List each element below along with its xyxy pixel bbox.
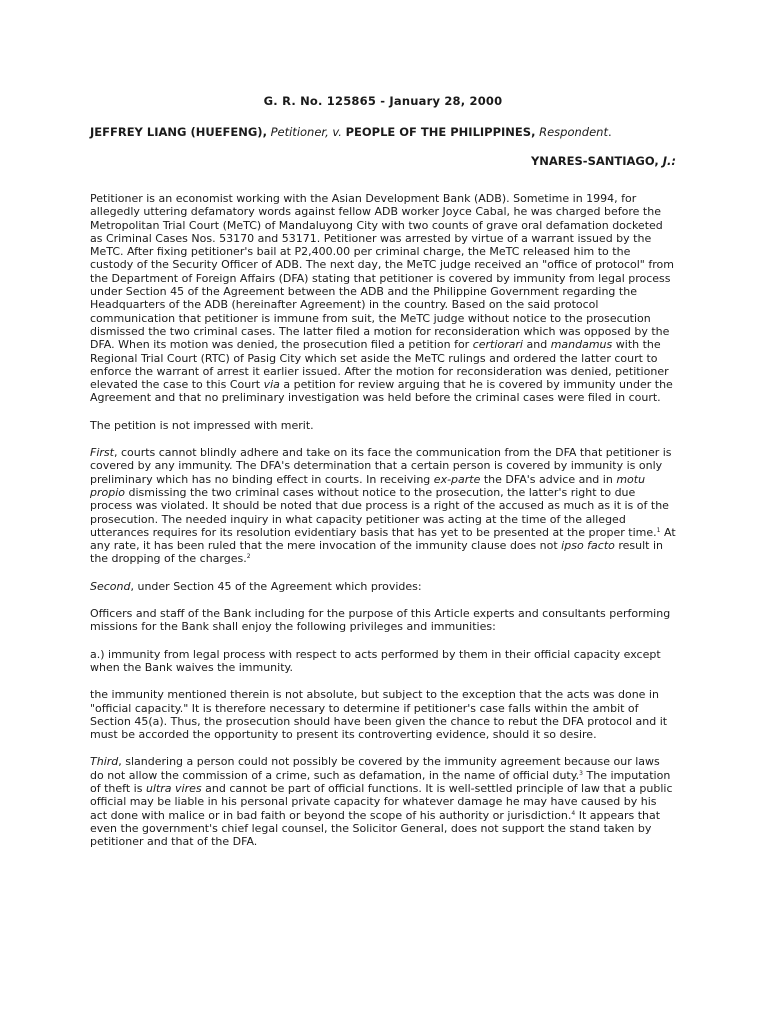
text-run: It appears that even the government's chief legal counsel, the Solicitor General, does not support the stand taken by petitioner and that of the DFA. [90, 808, 661, 849]
text-run: The imputation of theft is [90, 768, 671, 795]
italic-term: via [263, 378, 280, 392]
text-run: At any rate, it has been ruled that the mere invocation of the immunity clause does not [90, 525, 676, 553]
footnote-marker: 3 [579, 769, 583, 777]
italic-term: ex-parte [433, 472, 481, 486]
italic-term: ipso facto [561, 539, 615, 553]
period: . [607, 125, 612, 139]
petitioner-name: JEFFREY LIANG (HUEFENG), [90, 125, 267, 139]
respondent-name: PEOPLE OF THE PHILIPPINES, [345, 125, 536, 139]
italic-term: Second [90, 579, 131, 593]
italic-term: certiorari [472, 338, 523, 352]
paragraph-ruling: The petition is not impressed with merit. [90, 418, 314, 432]
italic-term: motu propio [90, 472, 646, 499]
paragraph-immunity-clause: a.) immunity from legal process with respect to acts performed by them in their official capacity except when the Bank waives the immunity. [90, 647, 661, 674]
text-run: a petition for review arguing that he is covered by immunity under the Agreement and that no preliminary investigation was held before the criminal cases were filed in court. [90, 378, 673, 405]
footnote-marker: 4 [571, 809, 576, 817]
case-parties [90, 126, 676, 139]
footnote-marker: 2 [246, 553, 251, 561]
paragraph-third [90, 755, 676, 848]
text-run: , under Section 45 of the Agreement which provides: [130, 579, 422, 593]
paragraph-not-absolute: the immunity mentioned therein is not absolute, but subject to the exception that the acts was done in "official capacity." It is therefore necessary to determine if petitioner's case falls within the ambit of Section 45(a). Thus, the prosecution should have been given the chance to rebut the DFA protocol and it must be accorded the opportunity to present its controverting evidence, should it so desire. [90, 688, 668, 742]
paragraph-second [90, 580, 676, 593]
italic-term: First [90, 446, 114, 460]
decision-body [90, 192, 676, 862]
italic-term: ultra vires [145, 781, 202, 795]
ponente-name: YNARES-SANTIAGO, [530, 154, 659, 168]
text-run: the DFA's advice and in [480, 472, 617, 486]
petitioner-role: Petitioner [270, 125, 326, 139]
document-page [90, 0, 676, 1024]
text-run: , courts cannot blindly adhere and take on its face the communication from the DFA that petitioner is covered by any immunity. The DFA's determination that a certain person is covered by immunity is only preliminary which has no binding effect in courts. In receiving [90, 446, 672, 486]
text-run: and cannot be part of official functions. It is well-settled principle of law that a public official may be liable in his personal private capacity for whatever damage he may have caused by his act done with malice or in bad faith or beyond the scope of his authority or jurisdiction. [90, 781, 673, 822]
paragraph-facts [90, 192, 676, 405]
italic-term: mandamus [550, 338, 613, 352]
italic-term: Third [90, 755, 119, 769]
footnote-marker: 1 [656, 526, 661, 534]
case-number-heading: G. R. No. 125865 - January 28, 2000 [263, 94, 503, 108]
text-run: with the Regional Trial Court (RTC) of Pasig City which set aside the MeTC rulings and ordered the latter court to enforce the warrant of arrest it earlier issued. After the motion for reconsideration was denied, petitioner elevated the case to this Court [90, 338, 669, 392]
text-run: and [522, 338, 551, 352]
text-run: , slandering a person could not possibly be covered by the immunity agreement because our laws do not allow the commission of a crime, such as defamation, in the name of official duty. [90, 755, 660, 782]
paragraph-first [90, 446, 676, 566]
text-run: result in the dropping of the charges. [90, 539, 664, 566]
respondent-role: Respondent [539, 125, 608, 139]
text-run: Petitioner is an economist working with the Asian Development Bank (ADB). Sometime in 1994, for allegedly uttering defamatory words against fellow ADB worker Joyce Cabal, he was charged before the Metropolitan Trial Court (MeTC) of Mandaluyong City with two counts of grave oral defamation docketed as Criminal Cases Nos. 53170 and 53171. Petitioner was arrested by virtue of a warrant issued by the MeTC. After fixing petitioner's bail at P2,400.00 per criminal charge, the MeTC released him to the custody of the Security Officer of ADB. The next day, the MeTC judge received an "office of protocol" from the Department of Foreign Affairs (DFA) stating that petitioner is covered by immunity from legal process under Section 45 of the Agreement between the ADB and the Philippine Government regarding the Headquarters of the ADB (hereinafter Agreement) in the country. Based on the said protocol communication that petitioner is immune from suit, the MeTC judge without notice to the prosecution dismissed the two criminal cases. The latter filed a motion for reconsideration which was opposed by the DFA. When its motion was denied, the prosecution filed a petition for [90, 192, 674, 352]
versus-text: , v. [325, 125, 342, 139]
text-run: dismissing the two criminal cases without notice to the prosecution, the latter's right to due process was violated. It should be noted that due process is a right of the accused as much as it is of the prosecution. The needed inquiry in what capacity petitioner was acting at the time of the alleged utterances requires for its resolution evidentiary basis that has yet to be presented at the proper time. [90, 485, 669, 539]
paragraph-agreement-quote: Officers and staff of the Bank including for the purpose of this Article experts and consultants performing missions for the Bank shall enjoy the following privileges and immunities: [90, 607, 671, 634]
ponente-title: J.: [662, 154, 676, 168]
ponente [531, 155, 676, 168]
